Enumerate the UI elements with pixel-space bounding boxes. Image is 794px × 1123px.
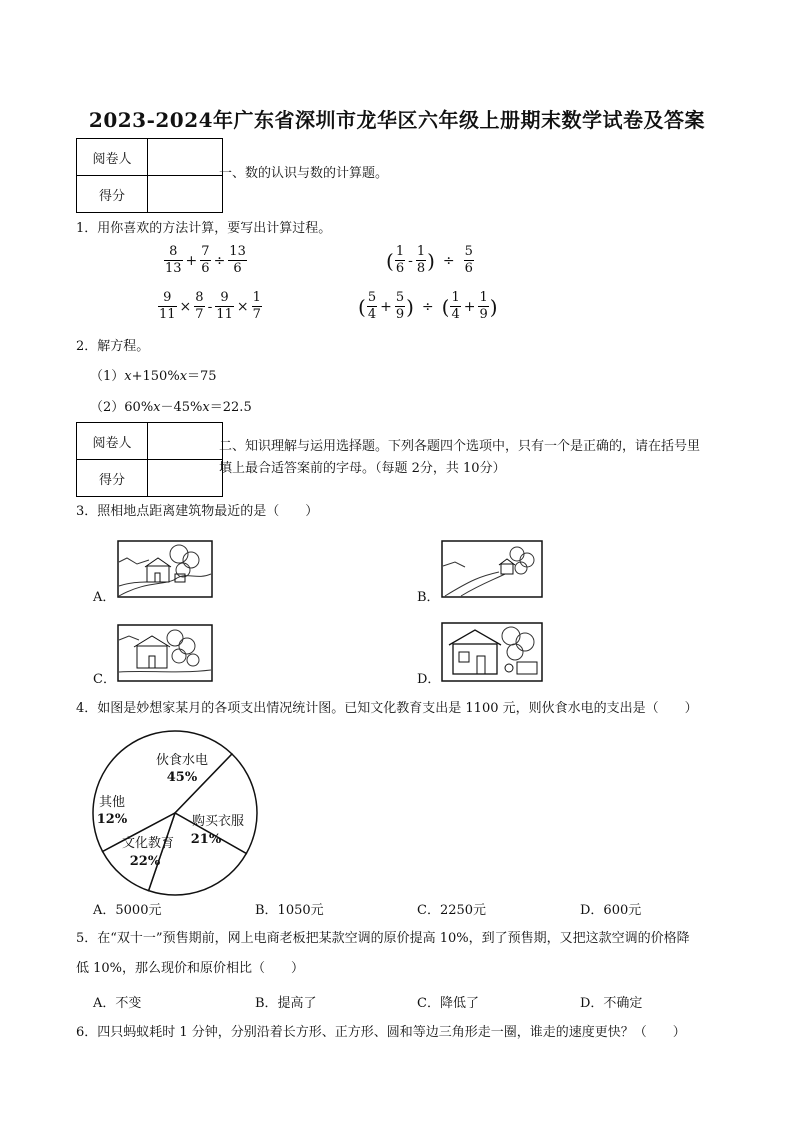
q3-option-c-label: C．	[93, 672, 116, 687]
score-label: 得分	[77, 176, 148, 213]
pie-value-other: 12%	[96, 812, 128, 827]
pie-label-food: 伙食水电	[155, 753, 209, 768]
q1-expr-2: ( $\frac{1}{6}$ - $\frac{1}{8}$ ) ÷ $\frac{5}{6}$	[386, 244, 473, 276]
score-table-2	[76, 422, 223, 497]
page-title: 2023-2024年广东省深圳市龙华区六年级上册期末数学试卷及答案	[88, 108, 706, 132]
q5-line-1: 5．在“双十一”预售期前，网上电商老板把某款空调的原价提高 10%，到了预售期，又把这款空调的价格降	[76, 931, 690, 946]
pie-chart	[90, 728, 260, 898]
q4-text: 4．如图是妙想家某月的各项支出情况统计图。已知文化教育支出是 1100 元，则伙食水电的支出是（ ）	[76, 701, 698, 716]
reviewer-cell	[148, 139, 223, 176]
q2-part-1: （1）x+150%x＝75	[90, 369, 217, 384]
q5-option-d: D．不确定	[580, 996, 643, 1011]
q3-option-d-image	[441, 622, 543, 682]
pie-value-food: 45%	[166, 770, 198, 785]
score-cell	[148, 176, 223, 213]
section2-line-1: 二、知识理解与运用选择题。下列各题四个选项中，只有一个是正确的，请在括号里	[219, 439, 701, 454]
q5-option-b: B．提高了	[255, 996, 317, 1011]
pie-value-clothes: 21%	[190, 832, 222, 847]
pie-label-education: 文化教育	[121, 836, 175, 851]
pie-label-clothes: 购买衣服	[191, 814, 245, 829]
score-table-1	[76, 138, 223, 213]
pie-value-education: 22%	[129, 854, 161, 869]
section2-line-2: 填上最合适答案前的字母。（每题 2分，共 10分）	[219, 461, 506, 476]
q4-option-a: A．5000元	[93, 903, 162, 918]
score-label: 得分	[77, 460, 148, 497]
q3-option-b-label: B．	[417, 590, 440, 605]
score-cell	[148, 460, 223, 497]
q4-option-b: B．1050元	[255, 903, 324, 918]
q3-option-d-label: D．	[417, 672, 441, 687]
q3-text: 3．照相地点距离建筑物最近的是（ ）	[76, 504, 319, 519]
q1-expr-1: $\frac{8}{13}$ + $\frac{7}{6}$ ÷ $\frac{13}{6}$	[165, 244, 246, 276]
q5-line-2: 低 10%，那么现价和原价相比（ ）	[76, 961, 305, 976]
q4-option-c: C．2250元	[417, 903, 487, 918]
q6-text: 6．四只蚂蚁耗时 1 分钟，分别沿着长方形、正方形、圆和等边三角形走一圈，谁走的速度更快？（ ）	[76, 1025, 686, 1040]
q2-part-2: （2）60%x－45%x＝22.5	[90, 400, 252, 415]
q3-option-a-image	[117, 540, 213, 598]
q3-option-c-image	[117, 624, 213, 682]
q2-text: 2．解方程。	[76, 339, 150, 354]
q5-option-a: A．不变	[93, 996, 142, 1011]
section1-heading: 一、数的认识与数的计算题。	[219, 166, 389, 181]
q1-expr-3: $\frac{9}{11}$ × $\frac{8}{7}$ - $\frac{9}{11}$ × $\frac{1}{7}$	[159, 290, 261, 322]
q5-option-c: C．降低了	[417, 996, 479, 1011]
reviewer-label: 阅卷人	[77, 423, 148, 460]
q1-text: 1．用你喜欢的方法计算，要写出计算过程。	[76, 221, 332, 236]
q3-option-b-image	[441, 540, 543, 598]
reviewer-cell	[148, 423, 223, 460]
reviewer-label: 阅卷人	[77, 139, 148, 176]
pie-label-other: 其他	[98, 795, 126, 810]
q4-option-d: D．600元	[580, 903, 642, 918]
q1-expr-4: ( $\frac{5}{4}$ + $\frac{5}{9}$ ) ÷ ( $\frac{1}{4}$ + $\frac{1}{9}$ )	[358, 290, 498, 322]
q3-option-a-label: A．	[93, 590, 116, 605]
